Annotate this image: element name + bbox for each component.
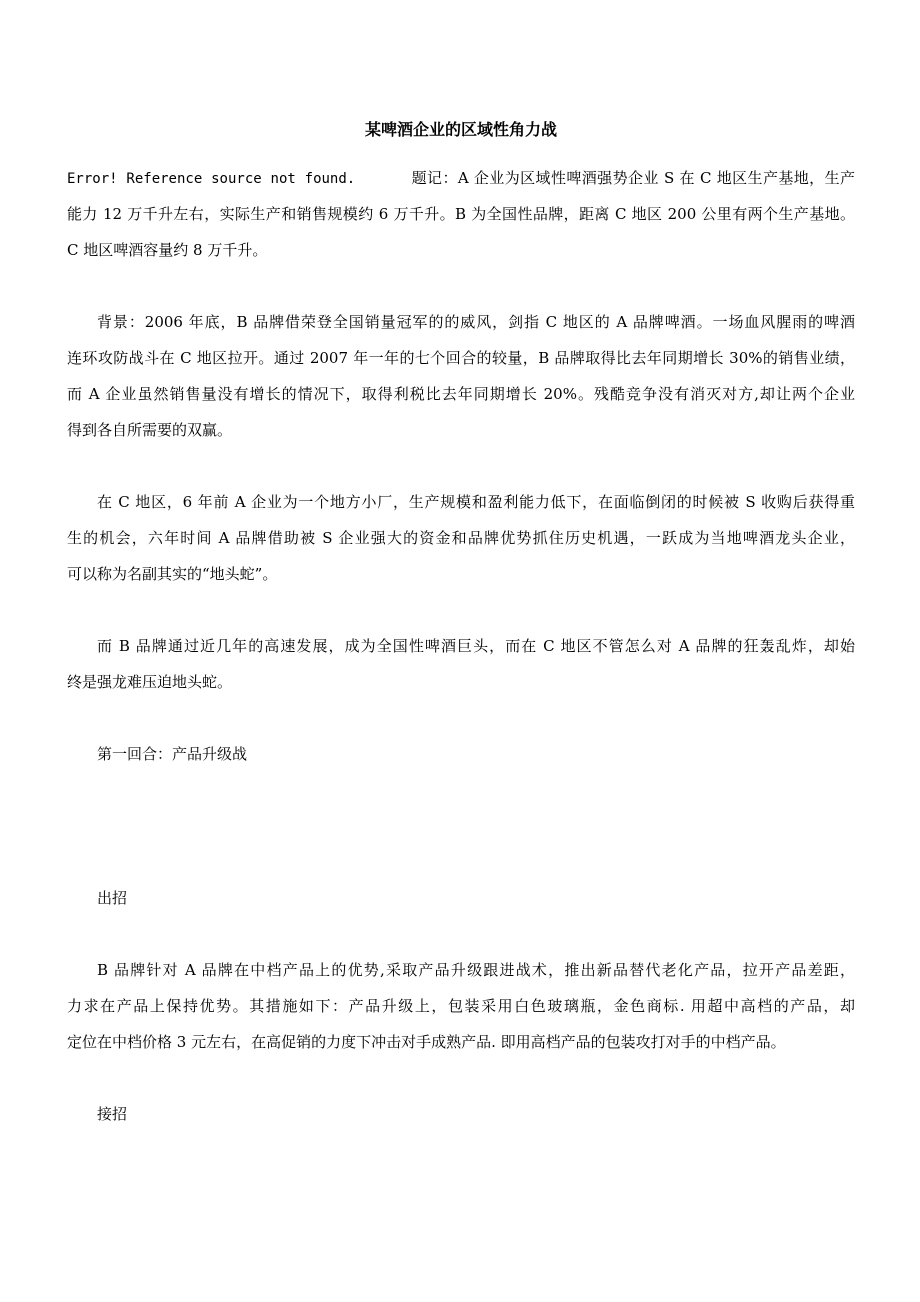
intro-line (67, 160, 855, 196)
document-body (67, 160, 855, 1132)
background-line: 而 A 企业虽然销售量没有增长的情况下，取得利税比去年同期增长 20%。残酷竞争没有消灭对方,却让两个企业 (67, 385, 855, 403)
subheading-counter: 接招 (97, 1105, 128, 1123)
reference-error: Error! Reference source not found. (67, 171, 356, 187)
paragraph-line: 力求在产品上保持优势。其措施如下：产品升级上，包装采用白色玻璃瓶，金色商标. 用超中高档的产品，却 (67, 997, 855, 1015)
document-title: 某啤酒企业的区域性角力战 (364, 120, 557, 139)
paragraph-line: 而 B 品牌通过近几年的高速发展，成为全国性啤酒巨头，而在 C 地区不管怎么对 A 品牌的狂轰乱炸，却始 (97, 637, 855, 655)
paragraph-line: B 品牌针对 A 品牌在中档产品上的优势,采取产品升级跟进战术，推出新品替代老化产品，拉开产品差距， (97, 961, 855, 979)
paragraph-line: 可以称为名副其实的“地头蛇”。 (67, 565, 278, 583)
intro-line: C 地区啤酒容量约 8 万千升。 (67, 241, 268, 259)
paragraph-line: 生的机会，六年时间 A 品牌借助被 S 企业强大的资金和品牌优势抓住历史机遇，一跃成为当地啤酒龙头企业， (67, 529, 855, 547)
subheading-move: 出招 (97, 889, 128, 907)
intro-line: 能力 12 万千升左右，实际生产和销售规模约 6 万千升。B 为全国性品牌，距离 C 地区 200 公里有两个生产基地。 (67, 205, 855, 223)
background-line: 得到各自所需要的双赢。 (67, 421, 233, 439)
background-line: 连环攻防战斗在 C 地区拉开。通过 2007 年一年的七个回合的较量，B 品牌取得比去年同期增长 30%的销售业绩， (67, 349, 855, 367)
paragraph-line: 在 C 地区，6 年前 A 企业为一个地方小厂，生产规模和盈利能力低下，在面临倒闭的时候被 S 收购后获得重 (97, 493, 855, 511)
paragraph-line: 定位在中档价格 3 元左右，在高促销的力度下冲击对手成熟产品. 即用高档产品的包装攻打对手的中档产品。 (67, 1033, 786, 1051)
paragraph-line: 终是强龙难压迫地头蛇。 (67, 673, 233, 691)
background-line: 背景：2006 年底，B 品牌借荣登全国销量冠军的的威风，剑指 C 地区的 A 品牌啤酒。一场血风腥雨的啤酒 (97, 313, 855, 331)
intro-text: 题记：A 企业为区域性啤酒强势企业 S 在 C 地区生产基地，生产 (411, 169, 856, 187)
section-heading-round1: 第一回合：产品升级战 (97, 745, 248, 763)
